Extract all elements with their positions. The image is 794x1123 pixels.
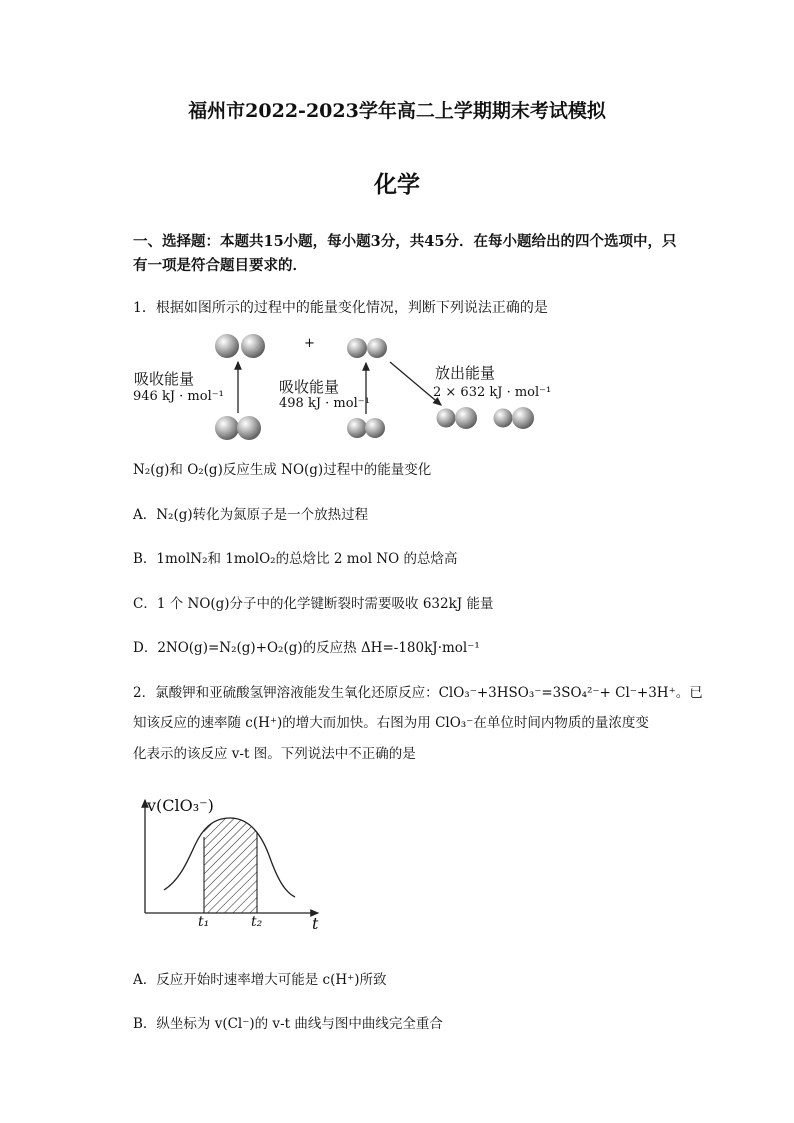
absorb-energy-value-1: 946 kJ · mol⁻¹ [133, 389, 224, 404]
y-axis-label: v(ClO₃⁻) [147, 796, 214, 815]
q2-stem-line2: 知该反应的速率随 c(H⁺)的增大而加快。右图为用 ClO₃⁻在单位时间内物质的量浓度变 [133, 715, 649, 731]
document-title: 福州市2022-2023学年高二上学期期末考试模拟 [188, 100, 606, 122]
q2-option-a: A．反应开始时速率增大可能是 c(H⁺)所致 [133, 972, 387, 988]
section-instruction-line1: 一、选择题：本题共15小题，每小题3分，共45分．在每小题给出的四个选项中，只 [133, 233, 677, 250]
plus-sign: + [304, 336, 315, 351]
q2-stem-line3: 化表示的该反应 v-t 图。下列说法中不正确的是 [133, 746, 416, 762]
release-energy-label: 放出能量 [435, 364, 496, 382]
q1-option-c: C．1 个 NO(g)分子中的化学键断裂时需要吸收 632kJ 能量 [133, 596, 494, 612]
absorb-energy-label-1: 吸收能量 [134, 370, 195, 388]
q2-option-b: B．纵坐标为 v(Cl⁻)的 v-t 曲线与图中曲线完全重合 [133, 1016, 443, 1032]
absorb-energy-value-2: 498 kJ · mol⁻¹ [279, 396, 370, 411]
q1-stem: 1．根据如图所示的过程中的能量变化情况，判断下列说法正确的是 [133, 300, 548, 316]
q1-option-a: A．N₂(g)转化为氮原子是一个放热过程 [133, 507, 369, 523]
absorb-energy-label-2: 吸收能量 [279, 378, 340, 396]
q1-option-b: B．1molN₂和 1molO₂的总焓比 2 mol NO 的总焓高 [133, 551, 458, 567]
subject-title: 化学 [374, 171, 420, 198]
q2-stem-line1: 2．氯酸钾和亚硫酸氢钾溶液能发生氧化还原反应：ClO₃⁻+3HSO₃⁻=3SO₄²⁻+ Cl⁻+3H⁺。已 [133, 685, 703, 701]
section-instruction-line2: 有一项是符合题目要求的． [133, 257, 307, 274]
q1-figure-caption: N₂(g)和 O₂(g)反应生成 NO(g)过程中的能量变化 [133, 462, 432, 478]
shaded-area-t1-t2 [164, 818, 295, 913]
x-axis-label: t [312, 914, 319, 933]
release-energy-value: 2 × 632 kJ · mol⁻¹ [433, 385, 552, 400]
t2-label: t₂ [251, 914, 263, 930]
t1-label: t₁ [198, 914, 210, 930]
q1-option-d: D．2NO(g)=N₂(g)+O₂(g)的反应热 ΔH=-180kJ·mol⁻¹ [133, 640, 480, 656]
